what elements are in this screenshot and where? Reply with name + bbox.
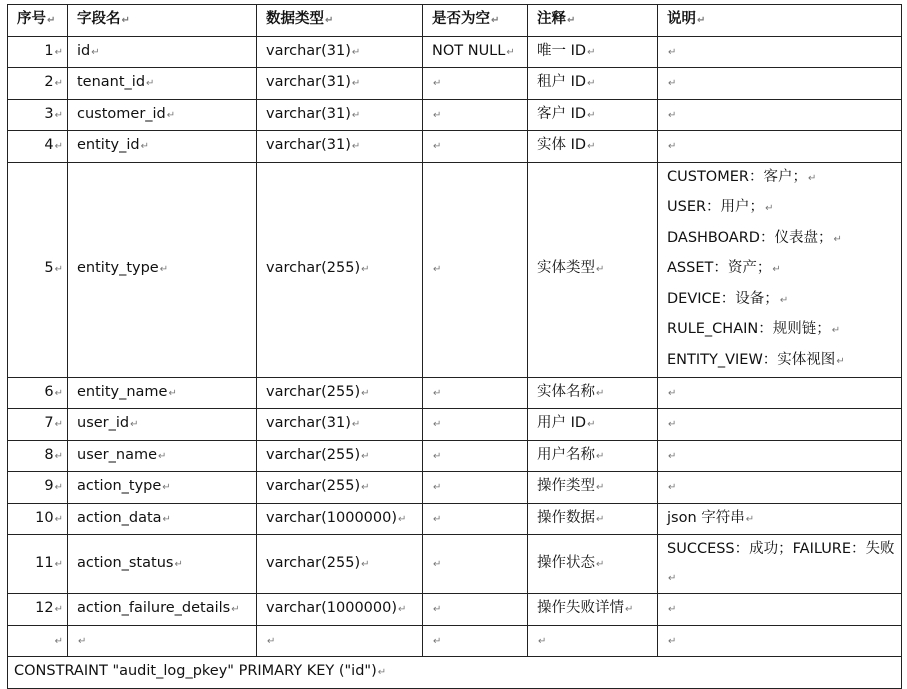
table-row bbox=[8, 36, 902, 68]
nullable-cell: ↵ bbox=[423, 625, 528, 657]
nullable-cell: ↵ bbox=[423, 409, 528, 441]
header-cell: 数据类型↵ bbox=[257, 5, 423, 37]
seq-cell: 5↵ bbox=[8, 162, 68, 377]
field-name-cell: entity_name↵ bbox=[68, 377, 257, 409]
description-line: RULE_CHAIN：规则链；↵ bbox=[667, 321, 841, 338]
description-line: ↵ bbox=[668, 419, 677, 431]
nullable-cell: ↵ bbox=[423, 594, 528, 626]
seq-cell: 2↵ bbox=[8, 68, 68, 100]
field-name-cell: tenant_id↵ bbox=[68, 68, 257, 100]
comment-cell: 实体 ID↵ bbox=[528, 131, 658, 163]
field-name-cell: entity_type↵ bbox=[68, 162, 257, 377]
data-type-cell: varchar(255)↵ bbox=[257, 472, 423, 504]
description-line: ↵ bbox=[668, 78, 677, 89]
field-name-cell: customer_id↵ bbox=[68, 99, 257, 131]
description-cell bbox=[658, 68, 902, 100]
field-name-cell: entity_id↵ bbox=[68, 131, 257, 163]
comment-cell: 用户 ID↵ bbox=[528, 409, 658, 441]
table-row bbox=[8, 535, 902, 594]
description-cell bbox=[658, 503, 902, 535]
data-type-cell: ↵ bbox=[257, 625, 423, 657]
data-type-cell: varchar(255)↵ bbox=[257, 162, 423, 377]
comment-cell: ↵ bbox=[528, 625, 658, 657]
description-line: ↵ bbox=[668, 387, 677, 399]
description-line: ASSET：资产；↵ bbox=[667, 260, 781, 277]
table-row bbox=[8, 409, 902, 441]
comment-cell: 唯一 ID↵ bbox=[528, 36, 658, 68]
description-cell bbox=[658, 472, 902, 504]
field-name-cell: id↵ bbox=[68, 36, 257, 68]
comment-cell: 用户名称↵ bbox=[528, 440, 658, 472]
comment-cell: 操作类型↵ bbox=[528, 472, 658, 504]
seq-cell: 1↵ bbox=[8, 36, 68, 68]
header-cell: 是否为空↵ bbox=[423, 5, 528, 37]
data-type-cell: varchar(31)↵ bbox=[257, 36, 423, 68]
nullable-cell: NOT NULL↵ bbox=[423, 36, 528, 68]
nullable-cell: ↵ bbox=[423, 99, 528, 131]
data-type-cell: varchar(255)↵ bbox=[257, 535, 423, 594]
description-line: DASHBOARD：仪表盘；↵ bbox=[667, 229, 842, 246]
table-row bbox=[8, 472, 902, 504]
description-line: USER：用户；↵ bbox=[667, 199, 774, 216]
description-line: CUSTOMER：客户；↵ bbox=[667, 168, 817, 185]
nullable-cell: ↵ bbox=[423, 503, 528, 535]
description-line: DEVICE：设备；↵ bbox=[667, 290, 789, 307]
nullable-cell: ↵ bbox=[423, 472, 528, 504]
comment-cell: 操作状态↵ bbox=[528, 535, 658, 594]
description-cell bbox=[658, 625, 902, 657]
field-name-cell: action_data↵ bbox=[68, 503, 257, 535]
nullable-cell: ↵ bbox=[423, 68, 528, 100]
data-type-cell: varchar(31)↵ bbox=[257, 99, 423, 131]
comment-cell: 实体类型↵ bbox=[528, 162, 658, 377]
nullable-cell: ↵ bbox=[423, 162, 528, 377]
field-name-cell: user_id↵ bbox=[68, 409, 257, 441]
table-row bbox=[8, 377, 902, 409]
field-name-cell: action_type↵ bbox=[68, 472, 257, 504]
description-line: ↵ bbox=[668, 482, 677, 494]
seq-cell: 11↵ bbox=[8, 535, 68, 594]
data-type-cell: varchar(1000000)↵ bbox=[257, 503, 423, 535]
description-line: json 字符串↵ bbox=[667, 509, 755, 526]
data-type-cell: varchar(31)↵ bbox=[257, 131, 423, 163]
data-type-cell: varchar(255)↵ bbox=[257, 377, 423, 409]
description-cell bbox=[658, 594, 902, 626]
header-cell: 字段名↵ bbox=[68, 5, 257, 37]
seq-cell: 6↵ bbox=[8, 377, 68, 409]
header-cell: 注释↵ bbox=[528, 5, 658, 37]
nullable-cell: ↵ bbox=[423, 377, 528, 409]
comment-cell: 操作数据↵ bbox=[528, 503, 658, 535]
constraint-cell: CONSTRAINT "audit_log_pkey" PRIMARY KEY ("id")↵ bbox=[8, 657, 902, 689]
description-cell bbox=[658, 36, 902, 68]
field-name-cell: user_name↵ bbox=[68, 440, 257, 472]
constraint-row bbox=[8, 657, 902, 689]
description-line: ↵ bbox=[668, 450, 677, 462]
field-name-cell: action_status↵ bbox=[68, 535, 257, 594]
seq-cell: 10↵ bbox=[8, 503, 68, 535]
seq-cell: 3↵ bbox=[8, 99, 68, 131]
description-cell bbox=[658, 440, 902, 472]
nullable-cell: ↵ bbox=[423, 535, 528, 594]
data-type-cell: varchar(255)↵ bbox=[257, 440, 423, 472]
nullable-cell: ↵ bbox=[423, 131, 528, 163]
audit-log-schema-table bbox=[7, 4, 902, 689]
seq-cell: 4↵ bbox=[8, 131, 68, 163]
data-type-cell: varchar(1000000)↵ bbox=[257, 594, 423, 626]
data-type-cell: varchar(31)↵ bbox=[257, 68, 423, 100]
description-line: ↵ bbox=[668, 635, 677, 647]
header-row bbox=[8, 5, 902, 37]
description-cell bbox=[658, 99, 902, 131]
description-line: ↵ bbox=[668, 141, 677, 152]
table-row bbox=[8, 131, 902, 163]
description-line: ↵ bbox=[668, 46, 677, 58]
description-line: ENTITY_VIEW：实体视图↵ bbox=[667, 352, 845, 369]
table-body bbox=[8, 36, 902, 657]
comment-cell: 实体名称↵ bbox=[528, 377, 658, 409]
comment-cell: 租户 ID↵ bbox=[528, 68, 658, 100]
field-name-cell: ↵ bbox=[68, 625, 257, 657]
seq-cell: 7↵ bbox=[8, 409, 68, 441]
description-cell bbox=[658, 162, 902, 377]
data-type-cell: varchar(31)↵ bbox=[257, 409, 423, 441]
table-row bbox=[8, 503, 902, 535]
description-cell bbox=[658, 409, 902, 441]
table-row bbox=[8, 99, 902, 131]
header-cell: 序号↵ bbox=[8, 5, 68, 37]
table-row bbox=[8, 440, 902, 472]
header-cell: 说明↵ bbox=[658, 5, 902, 37]
description-line: ↵ bbox=[668, 109, 677, 121]
field-name-cell: action_failure_details↵ bbox=[68, 594, 257, 626]
description-cell bbox=[658, 535, 902, 594]
description-line: ↵ bbox=[668, 604, 677, 616]
comment-cell: 客户 ID↵ bbox=[528, 99, 658, 131]
seq-cell: 9↵ bbox=[8, 472, 68, 504]
seq-cell: ↵ bbox=[8, 625, 68, 657]
seq-cell: 12↵ bbox=[8, 594, 68, 626]
table-row bbox=[8, 162, 902, 377]
nullable-cell: ↵ bbox=[423, 440, 528, 472]
table-row bbox=[8, 68, 902, 100]
description-line: SUCCESS：成功；FAILURE：失败↵ bbox=[667, 541, 895, 585]
description-cell bbox=[658, 377, 902, 409]
comment-cell: 操作失败详情↵ bbox=[528, 594, 658, 626]
table-row bbox=[8, 625, 902, 657]
seq-cell: 8↵ bbox=[8, 440, 68, 472]
table-row bbox=[8, 594, 902, 626]
description-cell bbox=[658, 131, 902, 163]
